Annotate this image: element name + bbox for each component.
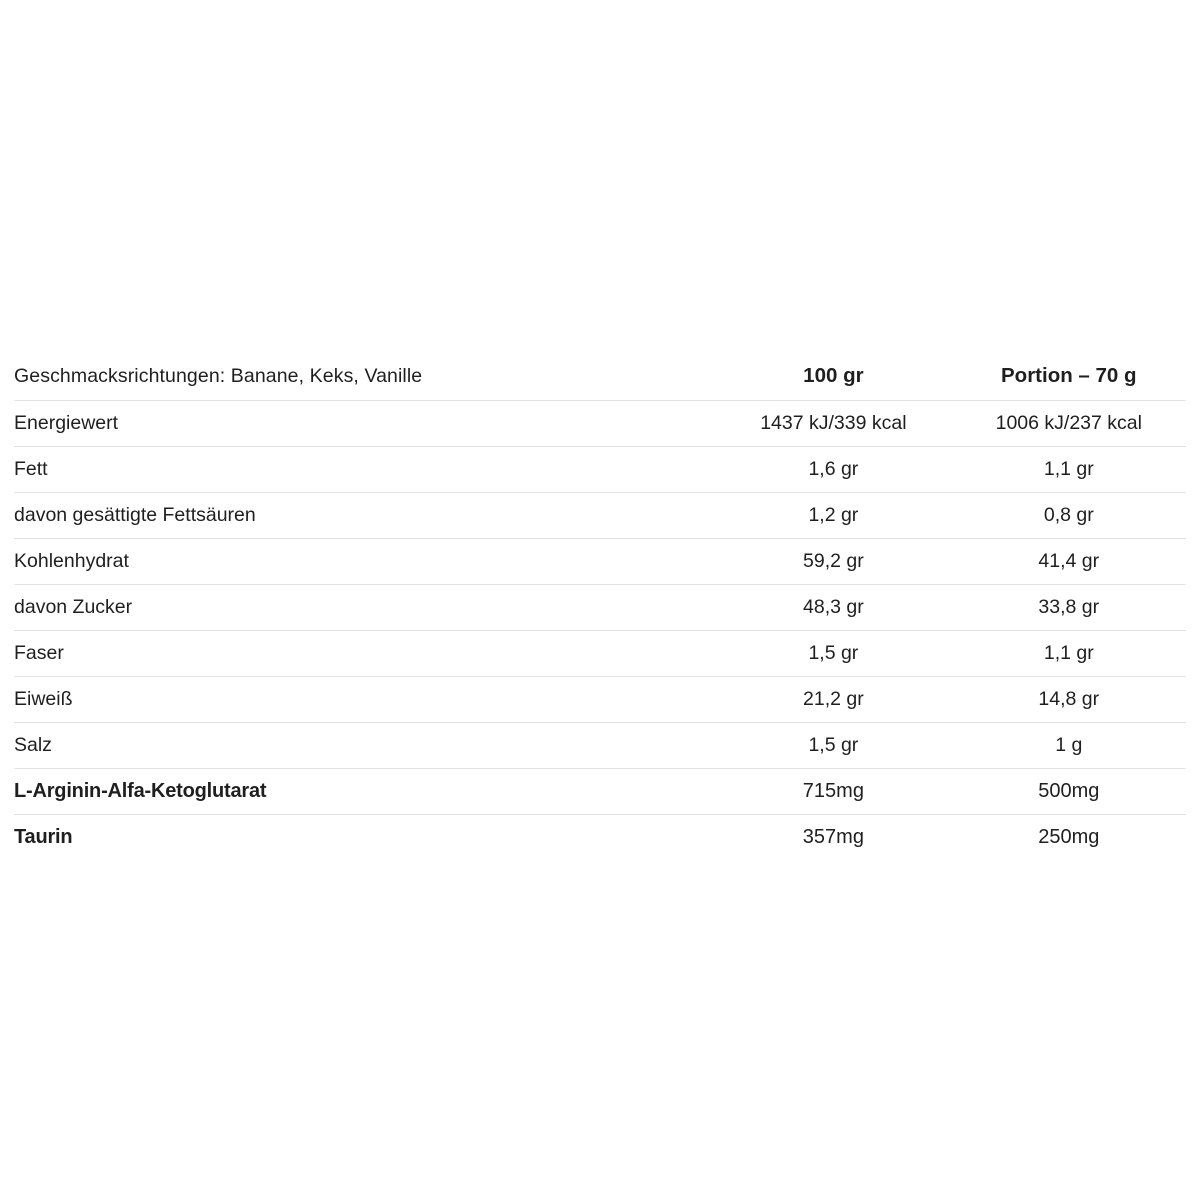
row-value-100g: 48,3 gr: [715, 585, 951, 631]
table-row: [14, 585, 1186, 631]
row-label: Eiweiß: [14, 677, 715, 723]
table-row: [14, 677, 1186, 723]
row-value-100g: 1,5 gr: [715, 723, 951, 769]
row-value-portion: 1006 kJ/237 kcal: [952, 401, 1186, 447]
row-label: davon Zucker: [14, 585, 715, 631]
row-value-portion: 1 g: [952, 723, 1186, 769]
row-label: Taurin: [14, 826, 73, 848]
row-label: Kohlenhydrat: [14, 539, 715, 585]
table-body: [14, 352, 1186, 860]
row-value-portion: 41,4 gr: [952, 539, 1186, 585]
row-value-portion: 1,1 gr: [952, 631, 1186, 677]
row-value-portion: 14,8 gr: [952, 677, 1186, 723]
column-header-portion: Portion – 70 g: [952, 352, 1186, 401]
table-row: [14, 447, 1186, 493]
row-value-100g: 1,5 gr: [715, 631, 951, 677]
table-header-row: [14, 352, 1186, 401]
row-value-100g: 1,2 gr: [715, 493, 951, 539]
row-value-portion: 500mg: [952, 769, 1186, 815]
table-row: [14, 723, 1186, 769]
row-value-portion: 250mg: [1038, 826, 1100, 848]
column-header-100g: 100 gr: [715, 352, 951, 401]
row-value-100g: 715mg: [715, 769, 951, 815]
row-label: Energiewert: [14, 401, 715, 447]
row-value-portion: 0,8 gr: [952, 493, 1186, 539]
row-value-portion: 1,1 gr: [952, 447, 1186, 493]
row-label: Salz: [14, 723, 715, 769]
nutrition-facts-table: [14, 352, 1186, 860]
row-value-100g: 59,2 gr: [715, 539, 951, 585]
row-label: L-Arginin-Alfa-Ketoglutarat: [14, 769, 715, 815]
table-row: [14, 401, 1186, 447]
table-row: [14, 539, 1186, 585]
table-row: [14, 631, 1186, 677]
row-value-100g: 1437 kJ/339 kcal: [715, 401, 951, 447]
table-row: [14, 493, 1186, 539]
row-label: Faser: [14, 631, 715, 677]
row-value-100g: 21,2 gr: [715, 677, 951, 723]
row-value-portion: 33,8 gr: [952, 585, 1186, 631]
row-value-100g: 357mg: [802, 826, 864, 848]
row-label: davon gesättigte Fettsäuren: [14, 493, 715, 539]
row-label: Fett: [14, 447, 715, 493]
flavors-label: Geschmacksrichtungen: Banane, Keks, Vanille: [14, 352, 715, 401]
table-row: [14, 769, 1186, 815]
row-value-100g: 1,6 gr: [715, 447, 951, 493]
table-row: [14, 815, 1186, 861]
